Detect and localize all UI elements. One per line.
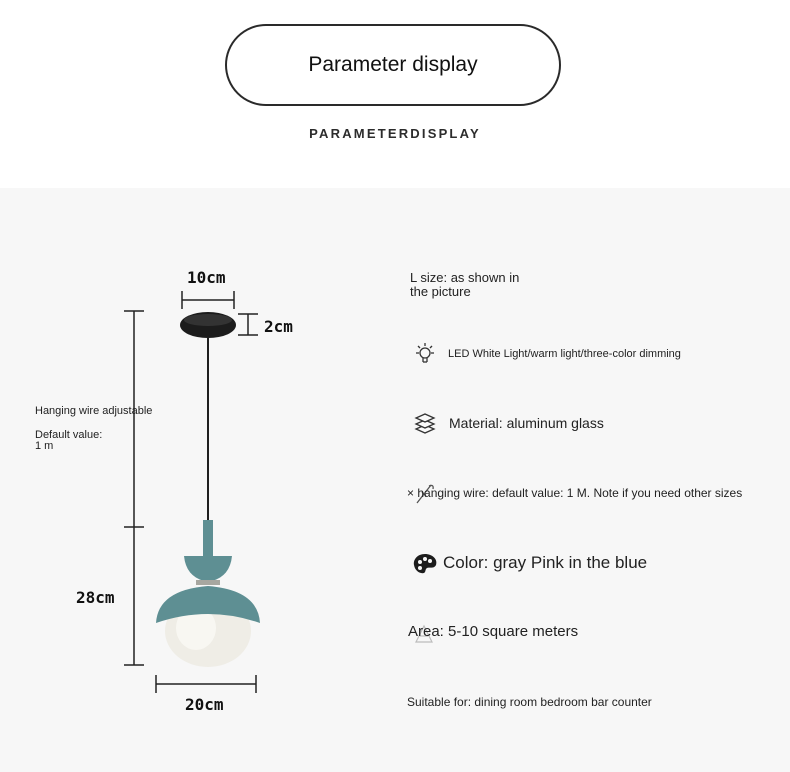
page-subtitle: PARAMETERDISPLAY	[309, 126, 481, 141]
spec-size	[410, 271, 519, 299]
spec-size-line2: the picture	[410, 284, 471, 299]
spec-color: Color: gray Pink in the blue	[443, 553, 648, 572]
width-top-dimension	[182, 291, 234, 309]
spec-light: LED White Light/warm light/three-color dimming	[448, 348, 681, 360]
height-dimension	[124, 311, 144, 665]
spec-material: Material: aluminum glass	[449, 415, 604, 431]
spec-wire	[407, 486, 742, 500]
lamp-stem	[203, 520, 213, 556]
lamp-height-label: 28cm	[76, 588, 115, 607]
wire-note-default-line2: 1 m	[35, 440, 54, 452]
width-bottom-label: 20cm	[185, 695, 224, 714]
width-bottom-dimension	[156, 675, 256, 693]
spec-area: Area: 5-10 square meters	[408, 623, 579, 640]
wire-note-default-line1: Default value:	[35, 429, 103, 441]
canopy-height-label: 2cm	[264, 317, 293, 336]
lamp-ring	[196, 580, 220, 585]
spec-wire-prefix: ×	[407, 486, 415, 500]
width-top-label: 10cm	[187, 268, 226, 287]
layers-icon	[414, 411, 436, 435]
canopy-height-dimension	[238, 314, 258, 335]
palette-icon	[412, 552, 438, 576]
lamp-upper-cap	[184, 556, 232, 581]
wire-note-title: Hanging wire adjustable	[35, 405, 153, 417]
spec-size-line1: L size: as shown in	[410, 270, 520, 285]
spec-wire-text: hanging wire: default value: 1 M. Note if you need other sizes	[417, 486, 743, 500]
light-bulb-icon	[414, 342, 436, 366]
spec-suitable: Suitable for: dining room bedroom bar counter	[407, 695, 652, 709]
page-title: Parameter display	[308, 53, 478, 76]
